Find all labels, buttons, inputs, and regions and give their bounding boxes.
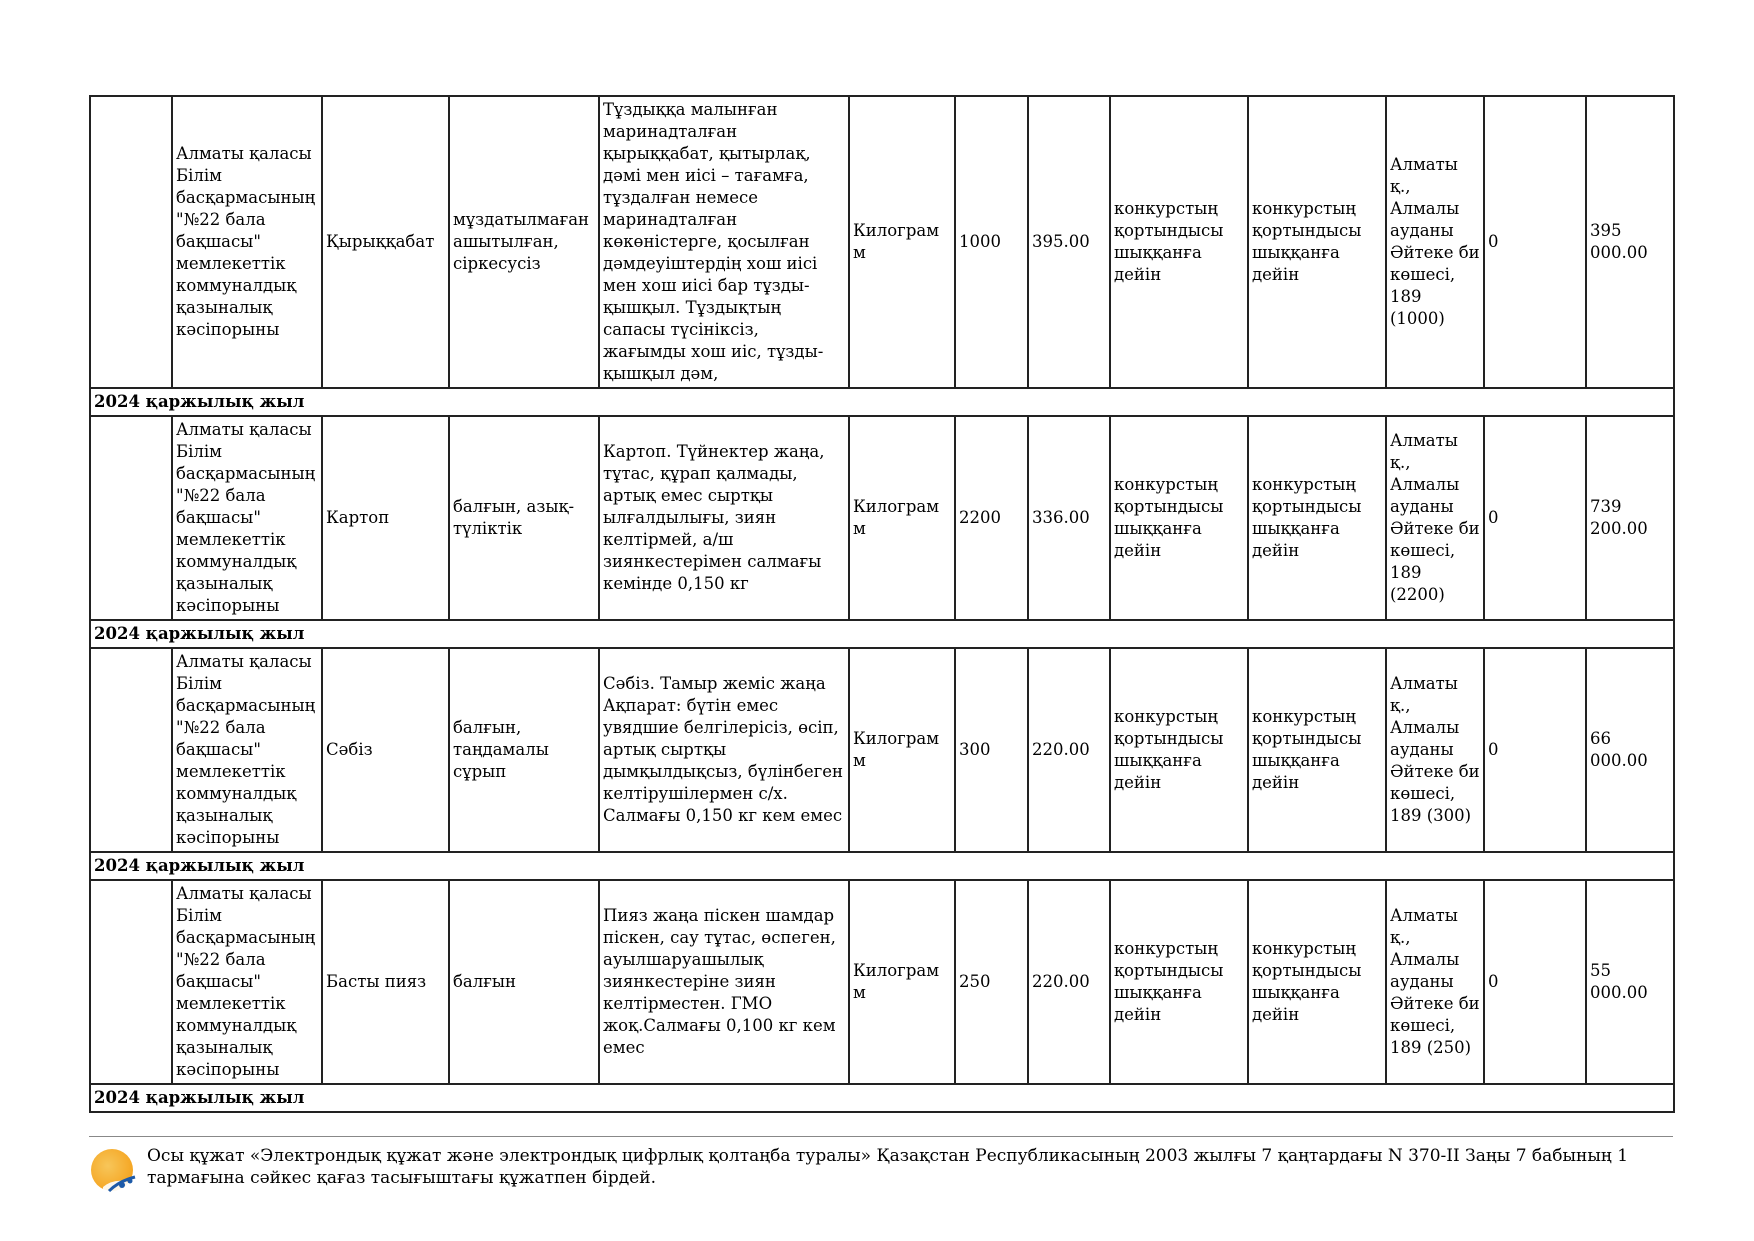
unit-cell: Килограмм [849, 648, 955, 852]
delivery-term-end-cell: конкурстың қортындысы шыққанға дейін [1248, 648, 1386, 852]
price-cell: 395.00 [1028, 96, 1110, 388]
item-name-cell: Басты пияз [322, 880, 449, 1084]
delivery-term-cell: конкурстың қортындысы шыққанға дейін [1110, 648, 1248, 852]
year-row [90, 852, 1674, 880]
fiscal-year-label: 2024 қаржылық жыл [90, 620, 1674, 648]
quantity-cell: 250 [955, 880, 1028, 1084]
customer-cell: Алматы қаласы Білім басқармасының "№22 бала бақшасы" мемлекеттік коммуналдық қазыналық кәсіпорыны [172, 880, 322, 1084]
quantity-cell: 300 [955, 648, 1028, 852]
year-row [90, 620, 1674, 648]
total-amount-cell: 739 200.00 [1586, 416, 1674, 620]
total-amount-cell: 66 000.00 [1586, 648, 1674, 852]
unit-cell: Килограмм [849, 416, 955, 620]
row-number-cell [90, 416, 172, 620]
short-spec-cell: балғын, азық-түліктік [449, 416, 599, 620]
footer-legal-text: Осы құжат «Электрондық құжат және электрондық цифрлық қолтаңба туралы» Қазақстан Республикасының 2003 жылғы 7 қаңтардағы N 370-II Заңы 7 бабының 1 тармағына сәйкес қағаз тасығыштағы құжатпен бірдей. [147, 1146, 1629, 1188]
row-number-cell [90, 880, 172, 1084]
item-name-cell: Картоп [322, 416, 449, 620]
delivery-address-cell: Алматы қ., Алмалы ауданы Әйтеке би көшесі, 189 (2200) [1386, 416, 1484, 620]
customer-cell: Алматы қаласы Білім басқармасының "№22 бала бақшасы" мемлекеттік коммуналдық қазыналық кәсіпорыны [172, 96, 322, 388]
table-row [90, 96, 1674, 388]
row-number-cell [90, 96, 172, 388]
description-cell: Картоп. Түйнектер жаңа, тұтас, құрап қалмады, артық емес сыртқы ылғалдылығы, зиян келтірмей, а/ш зиянкестерімен салмағы кемінде 0,150 кг [599, 416, 849, 620]
advance-cell: 0 [1484, 96, 1586, 388]
description-cell: Сәбіз. Тамыр жеміс жаңа Ақпарат: бүтін емес увядшие белгілерісіз, өсіп, артық сыртқы дымқылдықсыз, бүлінбеген келтірушілермен с/х. Салмағы 0,150 кг кем емес [599, 648, 849, 852]
short-spec-cell: балғын, таңдамалы сұрып [449, 648, 599, 852]
row-number-cell [90, 648, 172, 852]
footer [89, 1136, 1673, 1197]
table-row [90, 416, 1674, 620]
advance-cell: 0 [1484, 648, 1586, 852]
advance-cell: 0 [1484, 880, 1586, 1084]
unit-cell: Килограмм [849, 880, 955, 1084]
table-row [90, 880, 1674, 1084]
table-row [90, 648, 1674, 852]
description-cell: Пияз жаңа піскен шамдар піскен, сау тұтас, өспеген, ауылшаруашылық зиянкестеріне зиян келтірместен. ГМО жоқ.Салмағы 0,100 кг кем емес [599, 880, 849, 1084]
price-cell: 220.00 [1028, 648, 1110, 852]
delivery-address-cell: Алматы қ., Алмалы ауданы Әйтеке би көшесі, 189 (250) [1386, 880, 1484, 1084]
item-name-cell: Сәбіз [322, 648, 449, 852]
year-row [90, 1084, 1674, 1112]
customer-cell: Алматы қаласы Білім басқармасының "№22 бала бақшасы" мемлекеттік коммуналдық қазыналық кәсіпорыны [172, 416, 322, 620]
total-amount-cell: 395 000.00 [1586, 96, 1674, 388]
fiscal-year-label: 2024 қаржылық жыл [90, 1084, 1674, 1112]
short-spec-cell: балғын [449, 880, 599, 1084]
fiscal-year-label: 2024 қаржылық жыл [90, 388, 1674, 416]
description-cell: Тұздыққа малынған маринадталған қырыққабат, қытырлақ, дәмі мен иісі – тағамға, тұздалған немесе маринадталған көкөністерге, қосылған дәмдеуіштердің хош иісі мен хош иісі бар тұзды-қышқыл. Тұздықтың сапасы түсініксіз, жағымды хош иіс, тұзды-қышқыл дәм, [599, 96, 849, 388]
short-spec-cell: мұздатылмаған ашытылған, сіркесусіз [449, 96, 599, 388]
item-name-cell: Қырыққабат [322, 96, 449, 388]
quantity-cell: 2200 [955, 416, 1028, 620]
delivery-address-cell: Алматы қ., Алмалы ауданы Әйтеке би көшесі, 189 (1000) [1386, 96, 1484, 388]
advance-cell: 0 [1484, 416, 1586, 620]
quantity-cell: 1000 [955, 96, 1028, 388]
delivery-term-end-cell: конкурстың қортындысы шыққанға дейін [1248, 880, 1386, 1084]
delivery-term-end-cell: конкурстың қортындысы шыққанға дейін [1248, 96, 1386, 388]
delivery-term-cell: конкурстың қортындысы шыққанға дейін [1110, 96, 1248, 388]
fiscal-year-label: 2024 қаржылық жыл [90, 852, 1674, 880]
unit-cell: Килограмм [849, 96, 955, 388]
total-amount-cell: 55 000.00 [1586, 880, 1674, 1084]
delivery-term-cell: конкурстың қортындысы шыққанға дейін [1110, 416, 1248, 620]
year-row [90, 388, 1674, 416]
price-cell: 336.00 [1028, 416, 1110, 620]
delivery-address-cell: Алматы қ., Алмалы ауданы Әйтеке би көшесі, 189 (300) [1386, 648, 1484, 852]
delivery-term-end-cell: конкурстың қортындысы шыққанға дейін [1248, 416, 1386, 620]
procurement-table [89, 95, 1675, 1113]
delivery-term-cell: конкурстың қортындысы шыққанға дейін [1110, 880, 1248, 1084]
egov-sun-logo-icon [89, 1147, 139, 1197]
price-cell: 220.00 [1028, 880, 1110, 1084]
customer-cell: Алматы қаласы Білім басқармасының "№22 бала бақшасы" мемлекеттік коммуналдық қазыналық кәсіпорыны [172, 648, 322, 852]
